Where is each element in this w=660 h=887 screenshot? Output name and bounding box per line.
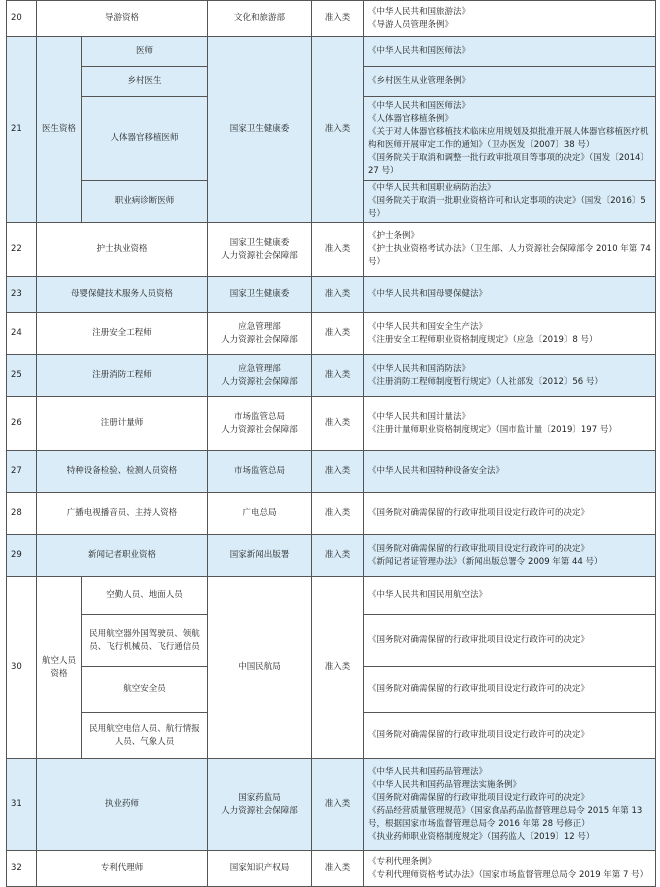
- row-number: 20: [7, 1, 37, 37]
- category: 准入类: [312, 1, 364, 37]
- legal-basis: 《中华人民共和国母婴保健法》: [364, 277, 656, 313]
- category: 准入类: [312, 535, 364, 577]
- category: 准入类: [312, 355, 364, 397]
- department: 国家新闻出版署: [208, 535, 312, 577]
- sub-qualification-name: 航空安全员: [82, 667, 208, 713]
- row-number: 23: [7, 277, 37, 313]
- legal-basis: 《中华人民共和国职业病防治法》 《国务院关于取消一批职业资格许可和认定事项的决定》（国发〔2016〕5 号）: [364, 181, 656, 223]
- row-number: 29: [7, 535, 37, 577]
- qualification-name: 注册消防工程师: [37, 355, 208, 397]
- qualification-name: 新闻记者职业资格: [37, 535, 208, 577]
- table-row: [7, 577, 656, 615]
- category: 准入类: [312, 577, 364, 759]
- category: 准入类: [312, 493, 364, 535]
- category: 准入类: [312, 759, 364, 851]
- qualification-name: 特种设备检验、检测人员资格: [37, 451, 208, 493]
- sub-qualification-name: 民用航空电信人员、航行情报人员、气象人员: [82, 713, 208, 759]
- sub-qualification-name: 医师: [82, 37, 208, 67]
- category: 准入类: [312, 851, 364, 887]
- legal-basis: 《中华人民共和国医师法》: [364, 37, 656, 67]
- table-row: [7, 37, 656, 67]
- category: 准入类: [312, 397, 364, 451]
- category: 准入类: [312, 313, 364, 355]
- sub-qualification-name: 空勤人员、地面人员: [82, 577, 208, 615]
- row-number: 21: [7, 37, 37, 223]
- table-row: [7, 277, 656, 313]
- legal-basis: 《国务院对确需保留的行政审批项目设定行政许可的决定》 《新闻记者证管理办法》（新闻出版总署令 2009 年第 44 号）: [364, 535, 656, 577]
- legal-basis: 《国务院对确需保留的行政审批项目设定行政许可的决定》: [364, 713, 656, 759]
- table-row: [7, 223, 656, 277]
- legal-basis: 《中华人民共和国安全生产法》 《注册安全工程师职业资格制度规定》（应急〔2019〕8 号）: [364, 313, 656, 355]
- legal-basis: 《国务院对确需保留的行政审批项目设定行政许可的决定》: [364, 667, 656, 713]
- sub-qualification-name: 人体器官移植医师: [82, 97, 208, 181]
- table-row: [7, 397, 656, 451]
- legal-basis: 《中华人民共和国特种设备安全法》: [364, 451, 656, 493]
- legal-basis: 《护士条例》 《护士执业资格考试办法》（卫生部、人力资源社会保障部令 2010 年第 74 号）: [364, 223, 656, 277]
- department: 国家药监局 人力资源社会保障部: [208, 759, 312, 851]
- department: 国家知识产权局: [208, 851, 312, 887]
- qualification-name: 导游资格: [37, 1, 208, 37]
- qualification-name: 专利代理师: [37, 851, 208, 887]
- department: 国家卫生健康委: [208, 37, 312, 223]
- department: 应急管理部 人力资源社会保障部: [208, 313, 312, 355]
- table-row: [7, 1, 656, 37]
- department: 国家卫生健康委: [208, 277, 312, 313]
- qualification-name: 执业药师: [37, 759, 208, 851]
- department: 国家卫生健康委 人力资源社会保障部: [208, 223, 312, 277]
- legal-basis: 《中华人民共和国计量法》 《注册计量师职业资格制度规定》（国市监计量〔2019〕197 号）: [364, 397, 656, 451]
- sub-qualification-name: 乡村医生: [82, 67, 208, 97]
- category: 准入类: [312, 223, 364, 277]
- category: 准入类: [312, 451, 364, 493]
- row-number: 24: [7, 313, 37, 355]
- qualification-name: 护士执业资格: [37, 223, 208, 277]
- qualification-table: [6, 0, 656, 887]
- department: 中国民航局: [208, 577, 312, 759]
- table-row: [7, 535, 656, 577]
- qualification-name: 注册安全工程师: [37, 313, 208, 355]
- row-number: 30: [7, 577, 37, 759]
- legal-basis: 《国务院对确需保留的行政审批项目设定行政许可的决定》: [364, 493, 656, 535]
- category: 准入类: [312, 277, 364, 313]
- row-number: 26: [7, 397, 37, 451]
- department: 市场监管总局: [208, 451, 312, 493]
- legal-basis: 《中华人民共和国消防法》 《注册消防工程师制度暂行规定》（人社部发〔2012〕56 号）: [364, 355, 656, 397]
- row-number: 28: [7, 493, 37, 535]
- category: 准入类: [312, 37, 364, 223]
- qualification-name: 注册计量师: [37, 397, 208, 451]
- qualification-name: 广播电视播音员、主持人资格: [37, 493, 208, 535]
- legal-basis: 《中华人民共和国药品管理法》 《中华人民共和国药品管理法实施条例》 《国务院对确需保留的行政审批项目设定行政许可的决定》 《药品经营质量管理规范》（国家食品药品监督管理总局令 2015 年第 13 号，根据国家市场监督管理总局令 2016 年第 28 号修正） 《执业药师职业资格制度规定》（国药监人〔2019〕12 号）: [364, 759, 656, 851]
- row-number: 22: [7, 223, 37, 277]
- legal-basis: 《乡村医生从业管理条例》: [364, 67, 656, 97]
- row-number: 25: [7, 355, 37, 397]
- legal-basis: 《中华人民共和国医师法》 《人体器官移植条例》 《关于对人体器官移植技术临床应用规划及拟批准开展人体器官移植医疗机构和医师开展审定工作的通知》（卫办医发〔2007〕38 号） 《国务院关于取消和调整一批行政审批项目等事项的决定》（国发〔2014〕27 号）: [364, 97, 656, 181]
- department: 应急管理部 人力资源社会保障部: [208, 355, 312, 397]
- group-name: 航空人员资格: [37, 577, 82, 759]
- sub-qualification-name: 职业病诊断医师: [82, 181, 208, 223]
- row-number: 31: [7, 759, 37, 851]
- department: 广电总局: [208, 493, 312, 535]
- table-row: [7, 493, 656, 535]
- legal-basis: 《专利代理条例》 《专利代理师资格考试办法》（国家市场监督管理总局令 2019 年第 7 号）: [364, 851, 656, 887]
- legal-basis: 《国务院对确需保留的行政审批项目设定行政许可的决定》: [364, 615, 656, 667]
- legal-basis: 《中华人民共和国民用航空法》: [364, 577, 656, 615]
- department: 文化和旅游部: [208, 1, 312, 37]
- group-name: 医生资格: [37, 37, 82, 223]
- table-row: [7, 313, 656, 355]
- table-row: [7, 851, 656, 887]
- legal-basis: 《中华人民共和国旅游法》 《导游人员管理条例》: [364, 1, 656, 37]
- table-row: [7, 451, 656, 493]
- qualification-name: 母婴保健技术服务人员资格: [37, 277, 208, 313]
- department: 市场监管总局 人力资源社会保障部: [208, 397, 312, 451]
- table-row: [7, 355, 656, 397]
- row-number: 32: [7, 851, 37, 887]
- row-number: 27: [7, 451, 37, 493]
- table-row: [7, 759, 656, 851]
- sub-qualification-name: 民用航空器外国驾驶员、领航员、飞行机械员、飞行通信员: [82, 615, 208, 667]
